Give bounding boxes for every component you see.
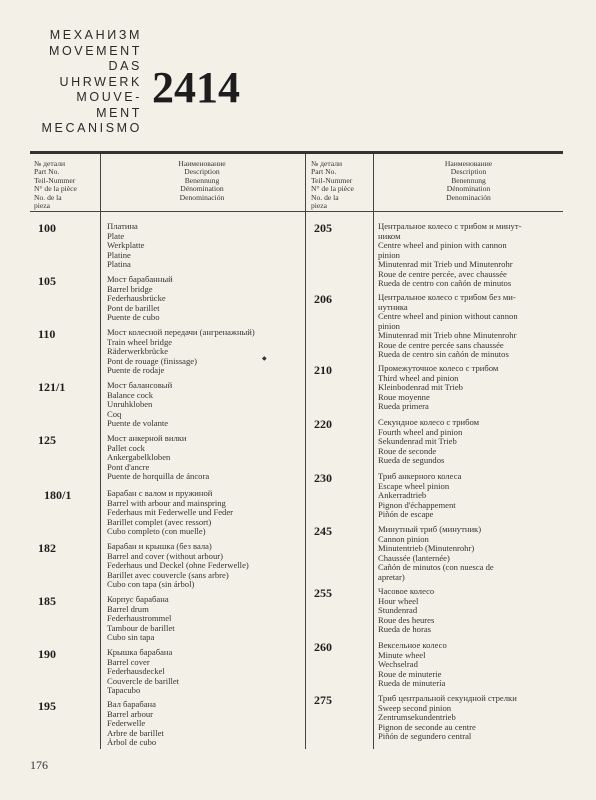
description-line: Cañón de minutos (con nuesca de [378, 563, 494, 573]
part-number: 182 [38, 541, 56, 555]
description-line: Escape wheel pinion [378, 481, 450, 491]
description-line: Minute wheel [378, 650, 426, 660]
description-line: Мост балансовый [107, 381, 173, 390]
description-line: Piñón de segundero central [378, 732, 472, 742]
description-line: Third wheel and pinion [378, 373, 459, 383]
description-line: Federhaus und Deckel (ohne Federwelle) [107, 561, 249, 571]
description-line: Барабан и крышка (без вала) [107, 542, 212, 551]
description-line: Минутный триб (минутник) [378, 525, 482, 534]
column-divider [305, 154, 306, 749]
description-line: Zentrumsekundentrieb [378, 713, 456, 723]
part-number: 260 [314, 640, 332, 654]
part-description [107, 489, 303, 537]
description-line: Cubo completo (con muelle) [107, 527, 206, 537]
description-line: Barrel arbour [107, 709, 154, 719]
description-line: Sekundenrad mit Trieb [378, 437, 457, 447]
column-divider [100, 154, 101, 749]
description-line: Pont d'ancre [107, 462, 150, 472]
description-line: Барабан с валом и пружиной [107, 489, 213, 498]
description-line: Platina [107, 260, 131, 270]
part-description [107, 275, 303, 323]
description-line: Platine [107, 250, 131, 260]
description-line: Werkplatte [107, 241, 145, 251]
description-line: Rueda de minutería [378, 679, 446, 689]
part-number: 100 [38, 221, 56, 235]
part-number: 125 [38, 433, 56, 447]
description-line: Rueda de horas [378, 625, 431, 635]
title-word: MECANISMO [41, 121, 142, 135]
description-line: Couvercle de barillet [107, 676, 180, 686]
part-description [107, 648, 303, 696]
description-line: Räderwerkbrücke [107, 347, 169, 357]
description-line: Rueda de centro con cañón de minutos [378, 279, 512, 289]
description-line: Train wheel bridge [107, 337, 173, 347]
part-number: 190 [38, 647, 56, 661]
part-description [378, 293, 562, 360]
part-description [378, 222, 562, 289]
description-line: Pignon de seconde au centre [378, 722, 476, 732]
part-description [378, 587, 562, 635]
part-number: 205 [314, 221, 332, 235]
description-line: Pignon d'échappement [378, 500, 456, 510]
description-line: Balance cock [107, 390, 154, 400]
part-number: 185 [38, 594, 56, 608]
part-description [378, 418, 562, 466]
model-number: 2414 [152, 63, 240, 112]
description-line: Unruhkloben [107, 400, 153, 410]
description-line: Minutenrad mit Trieb und Minutenrohr [378, 260, 513, 270]
description-line: Центральное колесо с трибом и минут- [378, 222, 522, 231]
description-line: Rueda de segundos [378, 456, 445, 466]
description-line: Puente de rodaje [107, 366, 165, 376]
description-line: Часовое колесо [378, 587, 435, 596]
part-description [378, 694, 562, 742]
description-line: Barrel and cover (without arbour) [107, 551, 223, 561]
description-line: Barillet avec couvercle (sans arbre) [107, 570, 229, 580]
description-line: Federhausbrücke [107, 294, 166, 304]
description-line: Piñón de escape [378, 510, 434, 520]
description-line: pinion [378, 321, 400, 331]
description-line: Federwelle [107, 719, 146, 729]
description-line: Roue des heures [378, 615, 435, 625]
title-word: MENT [96, 105, 142, 120]
description-line: ником [378, 231, 401, 241]
description-line: Секундное колесо с трибом [378, 418, 480, 427]
description-line: Plate [107, 231, 125, 241]
part-description [107, 222, 303, 270]
title-word: МЕХАНИЗМ [49, 28, 142, 42]
description-line: Центральное колесо с трибом без ми- [378, 293, 516, 302]
description-line: Мост барабанный [107, 275, 173, 284]
description-line: Barrel cover [107, 657, 150, 667]
description-line: Промежуточное колесо с трибом [378, 364, 499, 373]
part-number: 255 [314, 586, 332, 600]
description-line: Sweep second pinion [378, 703, 452, 713]
print-mark-icon: ◆ [262, 356, 267, 362]
description-line: нутника [378, 302, 408, 312]
description-line: Вал барабана [107, 700, 156, 709]
description-line: Stundenrad [378, 606, 418, 616]
description-line: Триб центральной секундной стрелки [378, 694, 517, 703]
part-description [378, 364, 562, 412]
description-line: Pont de rouage (finissage) [107, 356, 197, 366]
description-line: Coq [107, 409, 122, 419]
description-line: Roue de minuterie [378, 669, 442, 679]
description-line: Roue de centre percée sans chaussée [378, 340, 504, 350]
description-line: Kleinbodenrad mit Trieb [378, 383, 463, 393]
description-line: Cubo con tapa (sin árbol) [107, 580, 195, 590]
part-number: 105 [38, 274, 56, 288]
part-description [107, 700, 303, 748]
description-line: Hour wheel [378, 596, 419, 606]
description-line: Federhaus mit Federwelle und Feder [107, 508, 234, 518]
description-line: Триб анкерного колеса [378, 472, 462, 481]
description-line: Tapacubo [107, 686, 141, 696]
part-number: 121/1 [38, 380, 66, 394]
part-number: 180/1 [44, 488, 72, 502]
part-number: 210 [314, 363, 332, 377]
description-line: Мост колесной передачи (ангренажный) [107, 328, 255, 337]
part-description [378, 472, 562, 520]
description-line: Minutenrad mit Trieb ohne Minutenrohr [378, 331, 517, 341]
title-word: MOUVE- [76, 90, 142, 104]
title-word: MOVEMENT [48, 43, 142, 58]
description-line: Платина [107, 222, 138, 231]
part-description [378, 641, 562, 689]
description-line: pinion [378, 250, 400, 260]
part-description [378, 525, 562, 582]
description-line: Federhaustrommel [107, 614, 172, 624]
description-line: Puente de volante [107, 419, 169, 429]
description-line: apretar) [378, 572, 405, 582]
description-line: Puente de horquilla de áncora [107, 472, 210, 482]
description-header-left: Наименование Description Benennung Dénomination Denominación [178, 160, 226, 202]
title-word: UHRWERK [59, 74, 142, 89]
description-line: Arbre de barillet [107, 728, 164, 738]
movement-title-block [30, 28, 142, 137]
description-line: Árbol de cubo [107, 738, 157, 748]
description-line: Minutentrieb (Minutenrohr) [378, 544, 475, 554]
part-description [107, 542, 303, 590]
description-line: Корпус барабана [107, 595, 169, 604]
description-line: Cannon pinion [378, 534, 429, 544]
description-line: Barrel drum [107, 604, 149, 614]
description-line: Pallet cock [107, 443, 145, 453]
description-line: Ankerradtrieb [378, 491, 427, 501]
column-divider [373, 154, 374, 749]
description-header-right: Наименование Description Benennung Dénomination Denominación [444, 160, 493, 202]
part-number: 195 [38, 699, 56, 713]
part-description [107, 328, 303, 376]
description-line: Roue de seconde [378, 446, 437, 456]
part-number: 206 [314, 292, 332, 306]
description-line: Fourth wheel and pinion [378, 427, 463, 437]
part-number: 275 [314, 693, 332, 707]
description-line: Крышка барабана [107, 648, 173, 657]
description-line: Rueda primera [378, 402, 429, 412]
part-number: 110 [38, 327, 56, 341]
part-number: 230 [314, 471, 332, 485]
part-number-header-left: № детали Part No. Teil-Nummer N° de la pièce No. de la pieza [34, 160, 77, 211]
part-number-header-right: № детали Part No. Teil-Nummer N° de la pièce No. de la pieza [311, 160, 354, 211]
description-line: Pont de barillet [107, 303, 160, 313]
description-line: Tambour de barillet [107, 623, 175, 633]
description-line: Barillet complet (avec ressort) [107, 517, 212, 527]
description-line: Centre wheel and pinion with cannon [378, 241, 507, 251]
description-line: Мост анкерной вилки [107, 434, 187, 443]
part-description [107, 381, 303, 429]
description-line: Centre wheel and pinion without cannon [378, 312, 518, 322]
table-header-rule [30, 211, 563, 212]
page-number: 176 [30, 758, 48, 772]
table-top-rule [30, 151, 563, 154]
part-description [107, 595, 303, 643]
description-line: Вексельное колесо [378, 641, 447, 650]
description-line: Roue de centre percée, avec chaussée [378, 269, 507, 279]
description-line: Barrel bridge [107, 284, 153, 294]
description-line: Wechselrad [378, 660, 418, 670]
part-description [107, 434, 303, 482]
title-word: DAS [108, 59, 142, 73]
description-line: Ankergabelkloben [107, 453, 171, 463]
part-number: 220 [314, 417, 332, 431]
description-line: Barrel with arbour and mainspring [107, 498, 226, 508]
description-line: Rueda de centro sin cañón de minutos [378, 350, 509, 360]
description-line: Chaussée (lanternée) [378, 553, 450, 563]
description-line: Puente de cubo [107, 313, 160, 323]
description-line: Roue moyenne [378, 392, 430, 402]
description-line: Cubo sin tapa [107, 633, 155, 643]
part-number: 245 [314, 524, 332, 538]
description-line: Federhausdeckel [107, 667, 165, 677]
